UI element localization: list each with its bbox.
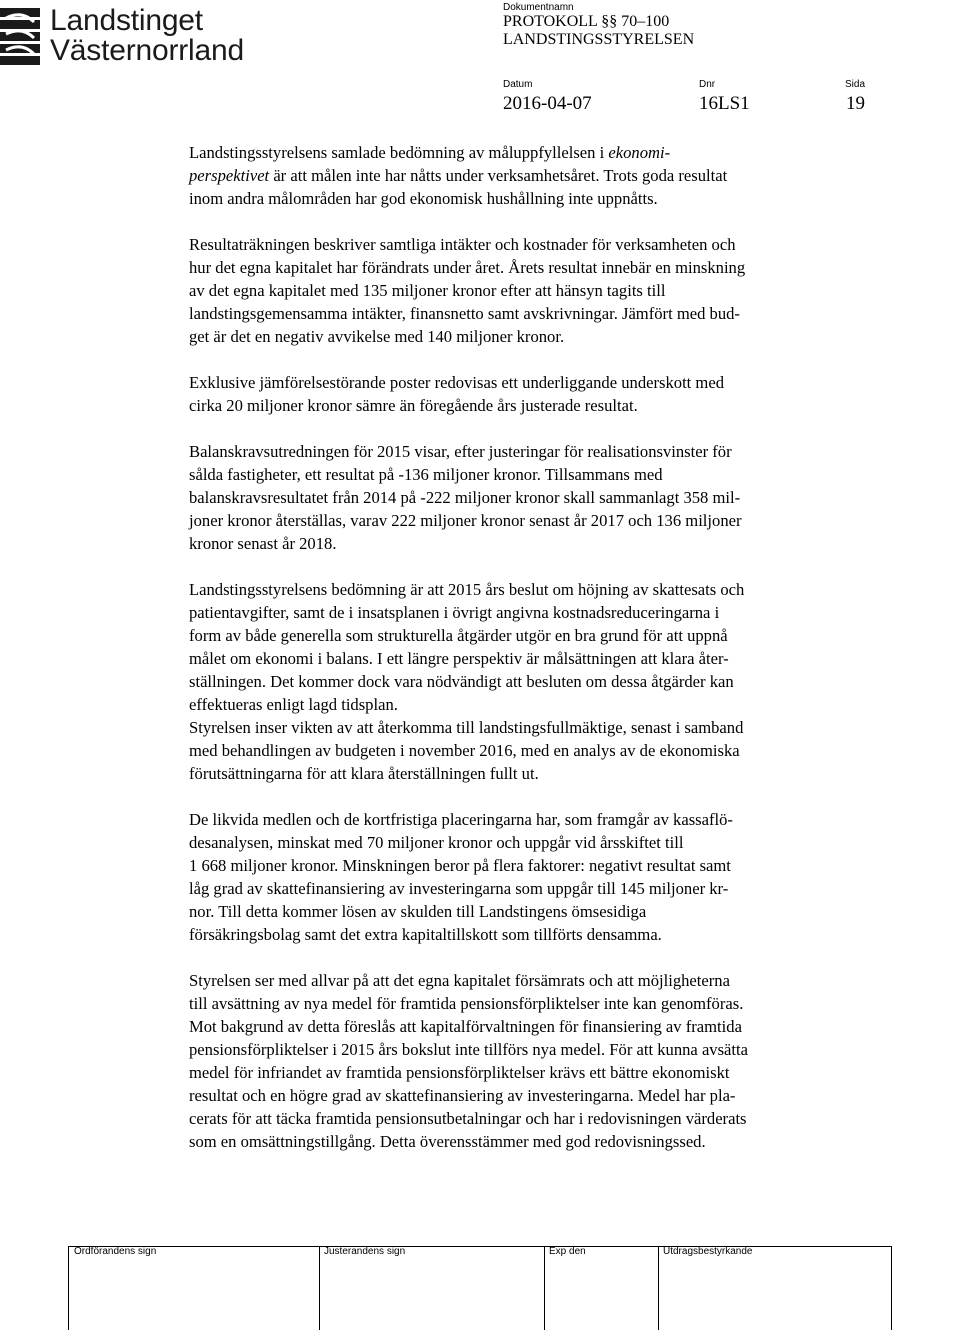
footer-divider — [319, 1246, 320, 1330]
text-line — [189, 624, 869, 647]
date-label: Datum — [503, 79, 533, 90]
text-segment: som en omsättningstillgång. Detta överensstämmer med god redovisningssed. — [189, 1132, 706, 1151]
text-segment: get är det en negativ avvikelse med 140 miljoner kronor. — [189, 327, 565, 346]
text-line — [189, 693, 869, 716]
document-subtitle: LANDSTINGSSTYRELSEN — [503, 31, 695, 48]
text-segment: inom andra målområden har god ekonomisk hushållning inte uppnåtts. — [189, 189, 658, 208]
text-line — [189, 854, 869, 877]
footer-divider — [891, 1246, 892, 1330]
text-segment: De likvida medlen och de kortfristiga placeringarna har, som framgår av kassaflö- — [189, 810, 733, 829]
text-segment: av det egna kapitalet med 135 miljoner kronor efter att hänsyn tagits till — [189, 281, 666, 300]
text-segment: är att målen inte har nåtts under verksamhetsåret. Trots goda resultat — [269, 166, 728, 185]
text-line — [189, 532, 869, 555]
text-segment: med behandlingen av budgeten i november 2016, med en analys av de ekonomiska — [189, 741, 740, 760]
body-paragraph — [189, 578, 869, 716]
text-segment: Styrelsen ser med allvar på att det egna kapitalet försämrats och att möjligheterna — [189, 971, 730, 990]
text-segment: sålda fastigheter, ett resultat på -136 miljoner kronor. Tillsammans med — [189, 465, 663, 484]
adjuster-sign-label: Justerandens sign — [324, 1246, 406, 1257]
text-line — [189, 578, 869, 601]
text-segment: Mot bakgrund av detta föreslås att kapitalförvaltningen för finansiering av framtida — [189, 1017, 742, 1036]
logo-text-line2: Västernorrland — [50, 34, 244, 67]
date-value: 2016-04-07 — [503, 93, 592, 114]
text-line — [189, 1107, 869, 1130]
exp-date-label: Exp den — [549, 1246, 586, 1257]
text-line — [189, 1130, 869, 1153]
text-segment: patientavgifter, samt de i insatsplanen i övrigt angivna kostnadsreduceringarna i — [189, 603, 720, 622]
text-segment: förutsättningarna för att klara återställningen fullt ut. — [189, 764, 539, 783]
text-segment: joner kronor återställas, varav 222 miljoner kronor senast år 2017 och 136 miljoner — [189, 511, 742, 530]
text-line — [189, 969, 869, 992]
body-paragraph — [189, 808, 869, 946]
text-segment: cirka 20 miljoner kronor sämre än föregående års justerade resultat. — [189, 396, 638, 415]
footer-divider — [658, 1246, 659, 1330]
text-line — [189, 670, 869, 693]
text-line — [189, 302, 869, 325]
document-name-label: Dokumentnamn — [503, 2, 574, 13]
text-line — [189, 1061, 869, 1084]
text-segment: form av både generella som strukturella åtgärder utgör en bra grund för att uppnå — [189, 626, 728, 645]
text-line — [189, 1038, 869, 1061]
body-paragraph — [189, 141, 869, 210]
text-segment: Styrelsen inser vikten av att återkomma till landstingsfullmäktige, senast i samband — [189, 718, 744, 737]
text-segment: hur det egna kapitalet har förändrats under året. Årets resultat innebär en minskning — [189, 258, 746, 277]
text-segment: pensionsförpliktelser i 2015 års bokslut inte tillförs nya medel. För att kunna avsätta — [189, 1040, 749, 1059]
text-line — [189, 1084, 869, 1107]
text-line — [189, 831, 869, 854]
text-segment: Exklusive jämförelsestörande poster redovisas ett underliggande underskott med — [189, 373, 725, 392]
text-segment: cerats för att täcka framtida pensionsutbetalningar och har i redovisningen värderats — [189, 1109, 747, 1128]
text-line — [189, 1015, 869, 1038]
page-number: 19 — [846, 93, 865, 114]
text-line — [189, 877, 869, 900]
text-segment: desanalysen, minskat med 70 miljoner kronor och uppgår vid årsskiftet till — [189, 833, 684, 852]
text-line — [189, 164, 869, 187]
text-line — [189, 279, 869, 302]
text-segment: balanskravsresultatet från 2014 på -222 miljoner kronor skall sammanlagt 358 mil- — [189, 488, 741, 507]
text-line — [189, 463, 869, 486]
text-line — [189, 762, 869, 785]
text-segment: landstingsgemensamma intäkter, finansnetto samt avskrivningar. Jämfört med bud- — [189, 304, 740, 323]
text-segment: kronor senast år 2018. — [189, 534, 337, 553]
logo-mark-icon — [0, 6, 42, 66]
text-segment: till avsättning av nya medel för framtida pensionsförpliktelser inte kan genomföras. — [189, 994, 744, 1013]
text-line — [189, 808, 869, 831]
chairman-sign-label: Ordförandens sign — [74, 1246, 157, 1257]
body-paragraph — [189, 233, 869, 348]
text-segment: medel för infriandet av framtida pensionsförpliktelser krävs ett bättre ekonomiskt — [189, 1063, 730, 1082]
text-line — [189, 394, 869, 417]
text-segment: låg grad av skattefinansiering av investeringarna som uppgår till 145 miljoner kr- — [189, 879, 729, 898]
text-line — [189, 440, 869, 463]
text-segment: Landstingsstyrelsens bedömning är att 2015 års beslut om höjning av skattesats och — [189, 580, 745, 599]
text-segment: 1 668 miljoner kronor. Minskningen beror på flera faktorer: negativt resultat samt — [189, 856, 731, 875]
text-segment: effektueras enligt lagd tidsplan. — [189, 695, 398, 714]
text-line — [189, 233, 869, 256]
document-body — [189, 141, 869, 1176]
page-label: Sida — [845, 79, 866, 90]
signature-footer — [68, 1246, 892, 1330]
text-line — [189, 141, 869, 164]
text-segment: perspektivet — [189, 166, 270, 185]
body-paragraph — [189, 371, 869, 417]
text-segment: ekonomi- — [608, 143, 671, 162]
footer-divider — [68, 1246, 69, 1330]
text-line — [189, 647, 869, 670]
text-line — [189, 992, 869, 1015]
text-line — [189, 256, 869, 279]
text-line — [189, 325, 869, 348]
body-paragraph — [189, 716, 869, 785]
body-paragraph — [189, 969, 869, 1153]
text-line — [189, 716, 869, 739]
text-segment: Balanskravsutredningen för 2015 visar, efter justeringar för realisationsvinster för — [189, 442, 732, 461]
organization-logo — [0, 2, 280, 68]
text-line — [189, 509, 869, 532]
dnr-value: 16LS1 — [699, 93, 750, 114]
text-segment: Landstingsstyrelsens samlade bedömning av måluppfyllelsen i — [189, 143, 609, 162]
text-segment: målet om ekonomi i balans. I ett längre perspektiv är målsättningen att klara åter- — [189, 649, 729, 668]
body-paragraph — [189, 440, 869, 555]
text-line — [189, 923, 869, 946]
text-line — [189, 900, 869, 923]
document-title: PROTOKOLL §§ 70–100 — [503, 13, 670, 30]
text-line — [189, 371, 869, 394]
text-segment: försäkringsbolag samt det extra kapitaltillskott som tillförts densamma. — [189, 925, 662, 944]
certified-extract-label: Utdragsbestyrkande — [663, 1246, 753, 1257]
text-segment: nor. Till detta kommer lösen av skulden till Landstingens ömsesidiga — [189, 902, 647, 921]
footer-rule — [68, 1246, 892, 1247]
text-line — [189, 486, 869, 509]
footer-divider — [544, 1246, 545, 1330]
text-segment: Resultaträkningen beskriver samtliga intäkter och kostnader för verksamheten och — [189, 235, 736, 254]
text-line — [189, 187, 869, 210]
text-line — [189, 601, 869, 624]
text-line — [189, 739, 869, 762]
dnr-label: Dnr — [699, 79, 716, 90]
text-segment: resultat och en högre grad av skattefinansiering av investeringarna. Medel har pla- — [189, 1086, 736, 1105]
text-segment: ställningen. Det kommer dock vara nödvändigt att besluten om dessa åtgärder kan — [189, 672, 734, 691]
logo-text-line1: Landstinget — [50, 4, 203, 37]
